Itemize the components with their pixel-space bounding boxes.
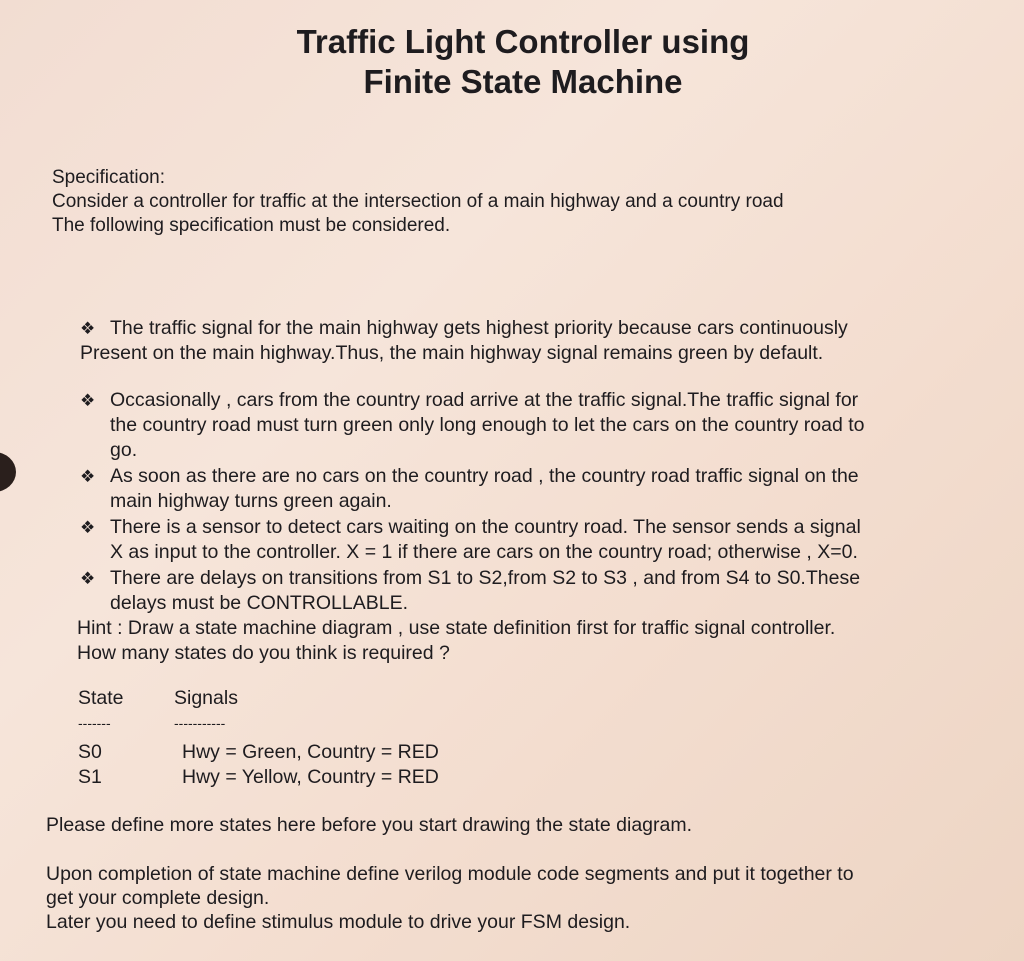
closing-line: get your complete design. xyxy=(46,887,270,909)
bullet-text: the country road must turn green only long enough to let the cars on the country road to xyxy=(110,414,865,436)
header-state: State xyxy=(78,687,124,709)
specification-section xyxy=(52,166,784,238)
hint-line: How many states do you think is required ? xyxy=(77,642,450,664)
title-line-2: Finite State Machine xyxy=(363,63,683,100)
bullet-item-sensor xyxy=(80,515,955,565)
spec-heading: Specification: xyxy=(52,167,166,188)
bullet-text: main highway turns green again. xyxy=(110,490,392,512)
divider-signals: ----------- xyxy=(174,715,226,731)
bullet-text: go. xyxy=(110,439,138,461)
bullet-text: Occasionally , cars from the country road arrive at the traffic signal.The traffic signal for xyxy=(110,389,859,411)
diamond-bullet-icon: ❖ xyxy=(80,467,96,486)
bullet-text: Present on the main highway.Thus, the main highway signal remains green by default. xyxy=(80,342,824,364)
state-table xyxy=(78,686,578,790)
closing-line: Later you need to define stimulus module to drive your FSM design. xyxy=(46,911,631,933)
state-cell: S1 xyxy=(78,766,102,788)
bullet-text: As soon as there are no cars on the country road , the country road traffic signal on the xyxy=(110,465,859,487)
state-cell: S0 xyxy=(78,741,102,763)
diamond-bullet-icon: ❖ xyxy=(80,569,96,588)
spec-line: The following specification must be considered. xyxy=(52,215,451,236)
table-header-row xyxy=(78,686,578,711)
divider-state: ------- xyxy=(78,715,111,731)
closing-paragraph xyxy=(46,862,854,934)
bullet-text: There is a sensor to detect cars waiting on the country road. The sensor sends a signal xyxy=(110,516,861,538)
spec-line: Consider a controller for traffic at the intersection of a main highway and a country road xyxy=(52,191,784,212)
diamond-bullet-icon: ❖ xyxy=(80,518,96,537)
closing-line: Please define more states here before you start drawing the state diagram. xyxy=(46,814,693,836)
bullet-item-no-cars xyxy=(80,464,955,514)
diamond-bullet-icon: ❖ xyxy=(80,319,96,338)
title-line-1: Traffic Light Controller using xyxy=(296,23,750,60)
bullet-text: There are delays on transitions from S1 to S2,from S2 to S3 , and from S4 to S0.These xyxy=(110,567,861,589)
diamond-bullet-icon: ❖ xyxy=(80,391,96,410)
header-signals: Signals xyxy=(174,687,238,709)
bullet-item-delays xyxy=(80,566,955,616)
bullet-text: X as input to the controller. X = 1 if there are cars on the country road; otherwise , X=0. xyxy=(110,541,858,563)
signals-cell: Hwy = Green, Country = RED xyxy=(182,741,439,763)
table-row xyxy=(78,765,578,790)
bullet-text: delays must be CONTROLLABLE. xyxy=(110,592,409,614)
table-row xyxy=(78,740,578,765)
hint-section xyxy=(77,616,835,666)
signals-cell: Hwy = Yellow, Country = RED xyxy=(182,766,439,788)
table-divider-row xyxy=(78,711,578,736)
bullet-item-priority xyxy=(80,316,940,366)
bullet-text: The traffic signal for the main highway gets highest priority because cars continuously xyxy=(110,317,848,339)
bullet-list xyxy=(80,388,955,617)
hint-line: Hint : Draw a state machine diagram , use state definition first for traffic signal controller. xyxy=(77,617,836,639)
closing-line: Upon completion of state machine define verilog module code segments and put it together to xyxy=(46,863,854,885)
page-title xyxy=(0,22,1024,102)
bullet-item-country-cars xyxy=(80,388,955,463)
page-edge-shadow xyxy=(0,452,16,492)
